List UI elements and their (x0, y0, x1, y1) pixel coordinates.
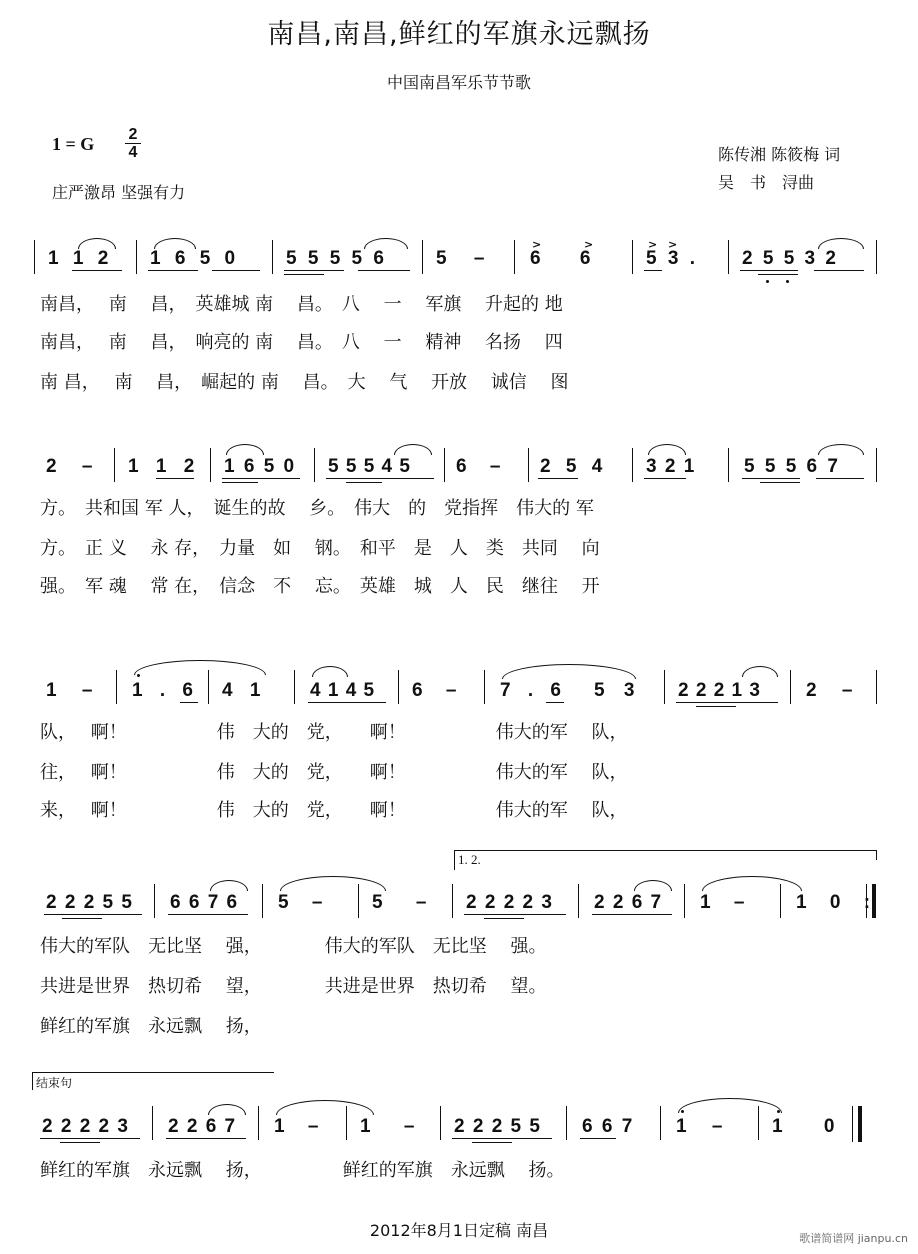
barline (136, 240, 137, 274)
measure-20: 6 – (412, 680, 457, 701)
underline (592, 914, 672, 915)
underline (580, 1138, 616, 1139)
accent-mark: > (584, 238, 594, 251)
measure-37: 2 2 2 5 5 (454, 1116, 540, 1137)
repeat-barline-thick (872, 884, 876, 918)
barline (632, 240, 633, 274)
barline (728, 448, 729, 482)
measure-12: 6 – (456, 456, 501, 477)
underline (816, 478, 864, 479)
underline (308, 702, 386, 703)
measure-29: 2 2 2 2 3 (466, 892, 552, 913)
barline (208, 670, 209, 704)
repeat-barline (866, 884, 867, 918)
volta-left-edge (454, 850, 455, 870)
underline (452, 1138, 552, 1139)
lyric-verse-3: 来， 啊！ 伟 大的 党， 啊！ 伟大的军 队， (40, 800, 628, 821)
lyric-verse-3: 南 昌， 南 昌， 崛起的 南 昌。 大 气 开放 诚信 图 (40, 372, 569, 393)
lyric-verse-1: 伟大的军队 无比坚 强， 伟大的军队 无比坚 强。 (40, 936, 547, 957)
underline (538, 478, 578, 479)
slur (648, 444, 686, 455)
measure-27: 5 – (278, 892, 323, 913)
barline (528, 448, 529, 482)
measure-24: 2 – (806, 680, 853, 701)
barline (876, 670, 877, 704)
underline (44, 914, 142, 915)
underline (60, 1142, 100, 1143)
measure-40: 1 0 (772, 1116, 835, 1137)
lyric-verse-3: 鲜红的军旗 永远飘 扬， (40, 1016, 262, 1037)
lyric-verse-2: 方。 正 义 永 存， 力量 如 钢。 和平 是 人 类 共同 向 (40, 538, 600, 559)
underline (346, 482, 382, 483)
lyric-verse-3: 强。 军 魂 常 在， 信念 不 忘。 英雄 城 人 民 继往 开 (40, 576, 600, 597)
barline (566, 1106, 567, 1140)
barline (664, 670, 665, 704)
underline (464, 914, 566, 915)
measure-3: 5 5 5 5 6 (286, 248, 384, 269)
slur (678, 1098, 782, 1113)
watermark: 歌谱简谱网 jianpu.cn (799, 1232, 908, 1245)
measure-15: 5 5 5 6 7 (744, 456, 838, 477)
measure-5: 6 6 (530, 248, 591, 269)
slur (276, 1100, 374, 1115)
volta-label: 1. 2. (458, 852, 481, 867)
underline (62, 918, 102, 919)
measure-4: 5 – (436, 248, 485, 269)
time-signature (124, 126, 142, 161)
barline (294, 670, 295, 704)
barline (422, 240, 423, 274)
measure-31: 1 – (700, 892, 745, 913)
underline (758, 274, 798, 275)
barline (346, 1106, 347, 1140)
lyric-verse-2: 往， 啊！ 伟 大的 党， 啊！ 伟大的军 队， (40, 762, 628, 783)
underline (222, 482, 258, 483)
underline (168, 914, 248, 915)
underline (40, 1138, 140, 1139)
underline (180, 702, 198, 703)
accent-mark: > (532, 238, 542, 251)
slur (312, 666, 348, 677)
barline (780, 884, 781, 918)
measure-8: 2 – (46, 456, 93, 477)
slur (702, 876, 802, 891)
barline (876, 448, 877, 482)
measure-25: 2 2 2 5 5 (46, 892, 132, 913)
ending-bracket-edge (32, 1072, 33, 1090)
measure-30: 2 2 6 7 (594, 892, 662, 913)
underline (484, 918, 524, 919)
slur (226, 444, 264, 455)
final-barline (852, 1106, 853, 1142)
key-signature: 1 = G (52, 134, 95, 154)
lyricist-credit: 陈传湘 陈筱梅 词 (718, 145, 841, 164)
barline (684, 884, 685, 918)
slur (394, 444, 432, 455)
volta-bracket (454, 850, 876, 851)
slur (502, 664, 636, 679)
underline (148, 270, 198, 271)
ending-label: 结束句 (36, 1076, 73, 1090)
barline (728, 240, 729, 274)
meter-bottom: 4 (128, 144, 138, 161)
measure-22: 5 3 (594, 680, 635, 701)
song-title: 南昌,南昌,鲜红的军旗永远飘扬 (267, 19, 651, 50)
slur (742, 666, 778, 677)
underline (72, 270, 122, 271)
composer-credit: 吴 书 浔曲 (718, 173, 815, 192)
lyric-verse-1: 队， 啊！ 伟 大的 党， 啊！ 伟大的军 队， (40, 722, 628, 743)
underline (546, 702, 564, 703)
underline (472, 1142, 512, 1143)
measure-32: 1 0 : (796, 892, 871, 913)
accent-mark: > (668, 238, 678, 251)
barline (272, 240, 273, 274)
barline (34, 240, 35, 274)
slur (154, 238, 196, 249)
measure-19: 4 1 4 5 (310, 680, 375, 701)
lyric-verse-2: 南昌， 南 昌， 响亮的 南 昌。 八 一 精神 名扬 四 (40, 332, 563, 353)
barline (358, 884, 359, 918)
measure-18: 4 1 (222, 680, 261, 701)
underline (326, 478, 434, 479)
slur (280, 876, 386, 891)
barline (262, 884, 263, 918)
barline (514, 240, 515, 274)
measure-34: 2 2 6 7 (168, 1116, 236, 1137)
underline (676, 702, 778, 703)
measure-38: 6 6 7 (582, 1116, 633, 1137)
underline (742, 478, 800, 479)
barline (578, 884, 579, 918)
lyric-verse-2: 共进是世界 热切希 望， 共进是世界 热切希 望。 (40, 976, 547, 997)
barline (660, 1106, 661, 1140)
measure-33: 2 2 2 2 3 (42, 1116, 128, 1137)
underline (166, 1138, 246, 1139)
underline (740, 270, 798, 271)
lyric-verse-1: 方。 共和国 军 人， 诞生的故 乡。 伟大 的 党指挥 伟大的 军 (40, 498, 594, 519)
barline (114, 448, 115, 482)
slur (364, 238, 408, 249)
measure-17: 1 . 6 (132, 680, 193, 701)
barline (398, 670, 399, 704)
underline (222, 478, 300, 479)
barline (258, 1106, 259, 1140)
measure-1: 1 1 2 (48, 248, 109, 269)
high-octave-dot (777, 1110, 780, 1113)
barline (444, 448, 445, 482)
barline (790, 670, 791, 704)
measure-16: 1 – (46, 680, 93, 701)
measure-26: 6 6 7 6 (170, 892, 238, 913)
underline (644, 478, 686, 479)
barline (314, 448, 315, 482)
ending-bracket (32, 1072, 274, 1073)
volta-right-edge (876, 850, 877, 860)
slur (818, 238, 864, 249)
lyric-ending: 鲜红的军旗 永远飘 扬， 鲜红的军旗 永远飘 扬。 (40, 1160, 565, 1181)
measure-6: 5 3 . (646, 248, 695, 269)
accent-mark: > (648, 238, 658, 251)
underline (696, 706, 736, 707)
slur (134, 660, 266, 675)
underline (212, 270, 260, 271)
slur (208, 1104, 246, 1115)
barline (758, 1106, 759, 1140)
measure-7: 2 5 5 3 2 (742, 248, 836, 269)
barline (116, 670, 117, 704)
underline (644, 270, 662, 271)
measure-23: 2 2 2 1 3 (678, 680, 760, 701)
song-subtitle: 中国南昌军乐节节歌 (386, 73, 531, 92)
measure-36: 1 – (360, 1116, 415, 1137)
underline (760, 482, 800, 483)
measure-11: 5 5 5 4 5 (328, 456, 410, 477)
measure-13: 2 5 4 (540, 456, 603, 477)
final-barline-thick (858, 1106, 862, 1142)
measure-21: 7 . 6 (500, 680, 561, 701)
tempo-marking: 庄严激昂 坚强有力 (52, 183, 186, 202)
underline (156, 478, 194, 479)
underline (358, 270, 410, 271)
barline (210, 448, 211, 482)
slur (634, 880, 672, 891)
barline (452, 884, 453, 918)
underline (814, 270, 864, 271)
measure-2: 1 6 5 0 (150, 248, 236, 269)
barline (152, 1106, 153, 1140)
barline (154, 884, 155, 918)
underline (284, 270, 344, 271)
measure-14: 3 2 1 (646, 456, 695, 477)
measure-35: 1 – (274, 1116, 319, 1137)
slur (818, 444, 864, 455)
measure-10: 1 6 5 0 (224, 456, 295, 477)
measure-9: 1 1 2 (128, 456, 195, 477)
barline (632, 448, 633, 482)
barline (876, 240, 877, 274)
barline (484, 670, 485, 704)
lyric-verse-1: 南昌， 南 昌， 英雄城 南 昌。 八 一 军旗 升起的 地 (40, 294, 563, 315)
underline (284, 274, 324, 275)
slur (78, 238, 116, 249)
slur (210, 880, 248, 891)
barline (440, 1106, 441, 1140)
footer-date: 2012年8月1日定稿 南昌 (369, 1221, 549, 1240)
meter-top: 2 (128, 126, 138, 143)
low-octave-dot (766, 280, 769, 283)
measure-28: 5 – (372, 892, 427, 913)
low-octave-dot (786, 280, 789, 283)
measure-39: 1 – (676, 1116, 723, 1137)
